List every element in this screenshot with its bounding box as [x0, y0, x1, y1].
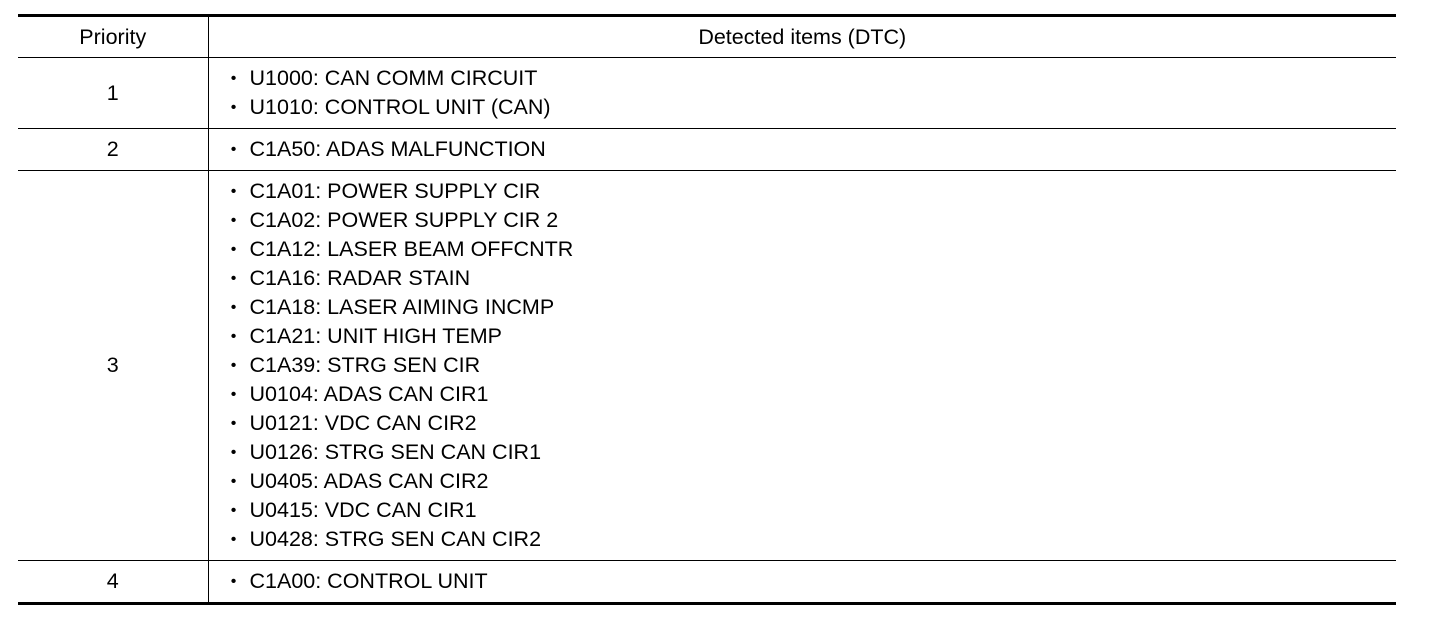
dtc-code-text: C1A50: ADAS MALFUNCTION	[249, 137, 546, 161]
table-header	[18, 16, 1396, 58]
dtc-code-text: C1A00: CONTROL UNIT	[249, 569, 488, 593]
dtc-code-text: C1A21: UNIT HIGH TEMP	[249, 324, 502, 348]
dtc-code-text: C1A02: POWER SUPPLY CIR 2	[249, 208, 559, 232]
priority-value: 2	[106, 137, 119, 161]
bullet-icon: •	[230, 299, 237, 316]
table-body	[18, 58, 1396, 604]
detected-items-cell	[208, 171, 1396, 561]
bullet-icon: •	[230, 415, 237, 432]
dtc-code-text: C1A18: LASER AIMING INCMP	[249, 295, 555, 319]
dtc-code-text: U0104: ADAS CAN CIR1	[249, 382, 489, 406]
bullet-icon: •	[230, 141, 237, 158]
detected-items-cell	[208, 129, 1396, 171]
dtc-list-item	[229, 293, 1397, 322]
dtc-code-text: U0126: STRG SEN CAN CIR1	[249, 440, 542, 464]
detected-items-column-header: Detected items (DTC)	[208, 16, 1396, 58]
dtc-list-item	[229, 235, 1397, 264]
dtc-code-text: U1000: CAN COMM CIRCUIT	[249, 66, 538, 90]
dtc-list	[229, 177, 1397, 554]
dtc-list	[229, 567, 1397, 596]
dtc-list-item	[229, 322, 1397, 351]
bullet-icon: •	[230, 502, 237, 519]
dtc-list-item	[229, 467, 1397, 496]
bullet-icon: •	[230, 573, 237, 590]
dtc-code-text: C1A16: RADAR STAIN	[249, 266, 471, 290]
dtc-list-item	[229, 496, 1397, 525]
table-row	[18, 171, 1396, 561]
bullet-icon: •	[230, 444, 237, 461]
dtc-priority-table	[18, 14, 1396, 605]
dtc-list-item	[229, 567, 1397, 596]
bullet-icon: •	[230, 270, 237, 287]
dtc-list-item	[229, 380, 1397, 409]
dtc-code-text: C1A39: STRG SEN CIR	[249, 353, 481, 377]
dtc-list-item	[229, 409, 1397, 438]
dtc-code-text: U0405: ADAS CAN CIR2	[249, 469, 489, 493]
bullet-icon: •	[230, 241, 237, 258]
bullet-icon: •	[230, 531, 237, 548]
table-row	[18, 561, 1396, 604]
bullet-icon: •	[230, 183, 237, 200]
bullet-icon: •	[230, 357, 237, 374]
bullet-icon: •	[230, 328, 237, 345]
dtc-list-item	[229, 438, 1397, 467]
dtc-list-item	[229, 93, 1397, 122]
bullet-icon: •	[230, 386, 237, 403]
bullet-icon: •	[230, 70, 237, 87]
dtc-code-text: U1010: CONTROL UNIT (CAN)	[249, 95, 551, 119]
dtc-list-item	[229, 351, 1397, 380]
priority-value: 1	[106, 80, 119, 105]
dtc-code-text: C1A12: LASER BEAM OFFCNTR	[249, 237, 574, 261]
table-row	[18, 58, 1396, 129]
detected-items-cell	[208, 58, 1396, 129]
priority-value: 3	[106, 353, 119, 377]
dtc-list-item	[229, 264, 1397, 293]
dtc-list-item	[229, 525, 1397, 554]
bullet-icon: •	[230, 212, 237, 229]
dtc-code-text: U0415: VDC CAN CIR1	[249, 498, 477, 522]
header-row	[18, 16, 1396, 58]
dtc-list	[229, 64, 1397, 122]
dtc-list-item	[229, 64, 1397, 93]
dtc-list-item	[229, 135, 1397, 164]
priority-column-header: Priority	[79, 24, 147, 49]
bullet-icon: •	[230, 473, 237, 490]
dtc-list	[229, 135, 1397, 164]
table-row	[18, 129, 1396, 171]
priority-value: 4	[106, 569, 119, 593]
dtc-list-item	[229, 177, 1397, 206]
dtc-code-text: U0121: VDC CAN CIR2	[249, 411, 477, 435]
detected-items-cell	[208, 561, 1396, 604]
bullet-icon: •	[230, 99, 237, 116]
dtc-code-text: U0428: STRG SEN CAN CIR2	[249, 527, 542, 551]
dtc-code-text: C1A01: POWER SUPPLY CIR	[249, 179, 541, 203]
dtc-list-item	[229, 206, 1397, 235]
